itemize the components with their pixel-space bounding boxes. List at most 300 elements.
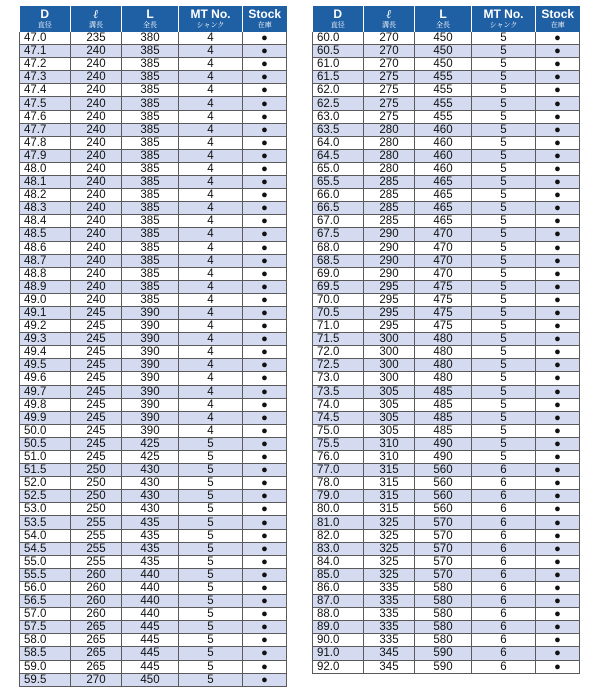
mt-no-cell: 4 <box>179 71 243 84</box>
stock-indicator: ● <box>536 254 580 267</box>
table-row <box>313 411 580 424</box>
header-overall-length: L 全長 <box>415 6 472 32</box>
flute-length-cell: 285 <box>364 176 415 189</box>
mt-no-cell: 4 <box>179 280 243 293</box>
mt-no-cell: 4 <box>179 84 243 97</box>
table-row <box>20 84 287 97</box>
overall-length-cell: 460 <box>415 149 472 162</box>
stock-indicator: ● <box>243 333 287 346</box>
flute-length-cell: 240 <box>71 293 122 306</box>
table-row <box>20 464 287 477</box>
diameter-cell: 47.7 <box>20 123 71 136</box>
mt-no-cell: 4 <box>179 372 243 385</box>
stock-indicator: ● <box>536 189 580 202</box>
flute-length-cell: 240 <box>71 267 122 280</box>
mt-no-cell: 6 <box>472 568 536 581</box>
overall-length-cell: 385 <box>122 189 179 202</box>
mt-no-cell: 5 <box>179 503 243 516</box>
overall-length-cell: 490 <box>415 437 472 450</box>
table-row <box>20 333 287 346</box>
diameter-cell: 84.0 <box>313 555 364 568</box>
overall-length-cell: 390 <box>122 372 179 385</box>
mt-no-cell: 4 <box>179 333 243 346</box>
mt-no-cell: 5 <box>179 490 243 503</box>
mt-no-cell: 5 <box>179 581 243 594</box>
header-mt-shank: MT No. シャンク <box>472 6 536 32</box>
mt-no-cell: 4 <box>179 254 243 267</box>
diameter-cell: 47.4 <box>20 84 71 97</box>
diameter-cell: 64.5 <box>313 149 364 162</box>
table-row <box>20 241 287 254</box>
mt-no-cell: 5 <box>472 228 536 241</box>
overall-length-cell: 580 <box>415 595 472 608</box>
overall-length-cell: 590 <box>415 647 472 660</box>
table-row <box>313 162 580 175</box>
table-row <box>20 32 287 45</box>
stock-indicator: ● <box>243 490 287 503</box>
stock-indicator: ● <box>536 516 580 529</box>
overall-length-cell: 435 <box>122 542 179 555</box>
stock-indicator: ● <box>536 110 580 123</box>
overall-length-cell: 385 <box>122 58 179 71</box>
overall-length-cell: 385 <box>122 149 179 162</box>
mt-no-cell: 5 <box>179 542 243 555</box>
table-row <box>313 149 580 162</box>
mt-no-cell: 4 <box>179 320 243 333</box>
overall-length-cell: 440 <box>122 568 179 581</box>
table-row <box>313 32 580 45</box>
table-row <box>313 215 580 228</box>
flute-length-cell: 275 <box>364 84 415 97</box>
mt-no-cell: 5 <box>472 189 536 202</box>
mt-no-cell: 4 <box>179 215 243 228</box>
diameter-cell: 47.9 <box>20 149 71 162</box>
overall-length-cell: 465 <box>415 202 472 215</box>
overall-length-cell: 430 <box>122 490 179 503</box>
mt-no-cell: 5 <box>472 58 536 71</box>
overall-length-cell: 385 <box>122 136 179 149</box>
spec-table-right <box>312 6 580 674</box>
flute-length-cell: 265 <box>71 634 122 647</box>
table-row <box>313 437 580 450</box>
table-row <box>20 97 287 110</box>
stock-indicator: ● <box>243 306 287 319</box>
table-row <box>313 267 580 280</box>
stock-indicator: ● <box>243 241 287 254</box>
stock-indicator: ● <box>243 673 287 686</box>
overall-length-cell: 475 <box>415 320 472 333</box>
overall-length-cell: 450 <box>415 45 472 58</box>
stock-indicator: ● <box>243 346 287 359</box>
diameter-cell: 63.5 <box>313 123 364 136</box>
table-row <box>313 320 580 333</box>
overall-length-cell: 440 <box>122 608 179 621</box>
overall-length-cell: 390 <box>122 411 179 424</box>
table-row <box>20 215 287 228</box>
stock-indicator: ● <box>243 411 287 424</box>
mt-no-cell: 6 <box>472 503 536 516</box>
mt-no-cell: 4 <box>179 293 243 306</box>
mt-no-cell: 4 <box>179 228 243 241</box>
flute-length-cell: 285 <box>364 202 415 215</box>
diameter-cell: 62.5 <box>313 97 364 110</box>
diameter-cell: 71.0 <box>313 320 364 333</box>
mt-no-cell: 6 <box>472 660 536 673</box>
table-row <box>313 568 580 581</box>
overall-length-cell: 580 <box>415 581 472 594</box>
overall-length-cell: 470 <box>415 267 472 280</box>
diameter-cell: 62.0 <box>313 84 364 97</box>
table-row <box>313 359 580 372</box>
stock-indicator: ● <box>536 424 580 437</box>
table-row <box>313 464 580 477</box>
diameter-cell: 66.0 <box>313 189 364 202</box>
table-row <box>20 228 287 241</box>
flute-length-cell: 265 <box>71 621 122 634</box>
stock-indicator: ● <box>536 359 580 372</box>
diameter-cell: 79.0 <box>313 490 364 503</box>
table-row <box>20 411 287 424</box>
stock-indicator: ● <box>243 372 287 385</box>
stock-indicator: ● <box>243 385 287 398</box>
mt-no-cell: 5 <box>472 385 536 398</box>
flute-length-cell: 290 <box>364 254 415 267</box>
overall-length-cell: 390 <box>122 333 179 346</box>
diameter-cell: 56.0 <box>20 581 71 594</box>
mt-no-cell: 5 <box>179 437 243 450</box>
table-row <box>313 660 580 673</box>
mt-no-cell: 5 <box>472 254 536 267</box>
mt-no-cell: 5 <box>472 372 536 385</box>
flute-length-cell: 250 <box>71 490 122 503</box>
mt-no-cell: 5 <box>179 451 243 464</box>
overall-length-cell: 440 <box>122 581 179 594</box>
stock-indicator: ● <box>243 581 287 594</box>
overall-length-cell: 385 <box>122 228 179 241</box>
mt-no-cell: 6 <box>472 634 536 647</box>
diameter-cell: 78.0 <box>313 477 364 490</box>
table-row <box>313 333 580 346</box>
stock-indicator: ● <box>536 464 580 477</box>
overall-length-cell: 450 <box>415 32 472 45</box>
mt-no-cell: 4 <box>179 149 243 162</box>
diameter-cell: 74.0 <box>313 398 364 411</box>
stock-indicator: ● <box>243 634 287 647</box>
table-row <box>20 516 287 529</box>
stock-indicator: ● <box>243 45 287 58</box>
stock-indicator: ● <box>243 595 287 608</box>
diameter-cell: 69.0 <box>313 267 364 280</box>
overall-length-cell: 430 <box>122 503 179 516</box>
flute-length-cell: 240 <box>71 123 122 136</box>
table-row <box>313 477 580 490</box>
table-row <box>313 110 580 123</box>
stock-indicator: ● <box>536 346 580 359</box>
stock-indicator: ● <box>243 608 287 621</box>
mt-no-cell: 5 <box>472 149 536 162</box>
diameter-cell: 47.1 <box>20 45 71 58</box>
stock-indicator: ● <box>536 215 580 228</box>
flute-length-cell: 255 <box>71 542 122 555</box>
table-row <box>20 123 287 136</box>
stock-indicator: ● <box>536 58 580 71</box>
diameter-cell: 61.5 <box>313 71 364 84</box>
overall-length-cell: 570 <box>415 568 472 581</box>
diameter-cell: 55.5 <box>20 568 71 581</box>
stock-indicator: ● <box>536 228 580 241</box>
mt-no-cell: 4 <box>179 306 243 319</box>
stock-indicator: ● <box>243 503 287 516</box>
mt-no-cell: 6 <box>472 621 536 634</box>
flute-length-cell: 255 <box>71 516 122 529</box>
diameter-cell: 55.0 <box>20 555 71 568</box>
table-row <box>20 320 287 333</box>
flute-length-cell: 245 <box>71 437 122 450</box>
mt-no-cell: 6 <box>472 608 536 621</box>
stock-indicator: ● <box>536 306 580 319</box>
overall-length-cell: 390 <box>122 320 179 333</box>
table-row <box>20 634 287 647</box>
overall-length-cell: 560 <box>415 464 472 477</box>
mt-no-cell: 4 <box>179 346 243 359</box>
mt-no-cell: 4 <box>179 424 243 437</box>
table-row <box>20 660 287 673</box>
mt-no-cell: 5 <box>472 346 536 359</box>
flute-length-cell: 285 <box>364 215 415 228</box>
diameter-cell: 77.0 <box>313 464 364 477</box>
table-row <box>20 293 287 306</box>
diameter-cell: 57.0 <box>20 608 71 621</box>
diameter-cell: 52.5 <box>20 490 71 503</box>
mt-no-cell: 4 <box>179 176 243 189</box>
overall-length-cell: 385 <box>122 267 179 280</box>
flute-length-cell: 325 <box>364 568 415 581</box>
mt-no-cell: 5 <box>472 424 536 437</box>
flute-length-cell: 325 <box>364 516 415 529</box>
flute-length-cell: 300 <box>364 372 415 385</box>
stock-indicator: ● <box>243 136 287 149</box>
stock-indicator: ● <box>243 280 287 293</box>
stock-indicator: ● <box>243 228 287 241</box>
diameter-cell: 70.5 <box>313 306 364 319</box>
diameter-cell: 52.0 <box>20 477 71 490</box>
flute-length-cell: 300 <box>364 359 415 372</box>
overall-length-cell: 435 <box>122 529 179 542</box>
flute-length-cell: 295 <box>364 293 415 306</box>
table-row <box>20 424 287 437</box>
stock-indicator: ● <box>243 424 287 437</box>
table-row <box>313 581 580 594</box>
diameter-cell: 49.9 <box>20 411 71 424</box>
table-row <box>313 608 580 621</box>
table-row <box>313 97 580 110</box>
diameter-cell: 48.2 <box>20 189 71 202</box>
mt-no-cell: 5 <box>472 215 536 228</box>
mt-no-cell: 4 <box>179 136 243 149</box>
overall-length-cell: 475 <box>415 306 472 319</box>
flute-length-cell: 240 <box>71 176 122 189</box>
flute-length-cell: 335 <box>364 634 415 647</box>
flute-length-cell: 280 <box>364 123 415 136</box>
stock-indicator: ● <box>243 621 287 634</box>
diameter-cell: 85.0 <box>313 568 364 581</box>
table-row <box>313 424 580 437</box>
overall-length-cell: 580 <box>415 621 472 634</box>
diameter-cell: 80.0 <box>313 503 364 516</box>
diameter-cell: 49.5 <box>20 359 71 372</box>
diameter-cell: 65.5 <box>313 176 364 189</box>
stock-indicator: ● <box>536 97 580 110</box>
overall-length-cell: 490 <box>415 451 472 464</box>
table-row <box>20 477 287 490</box>
diameter-cell: 76.0 <box>313 451 364 464</box>
flute-length-cell: 250 <box>71 503 122 516</box>
diameter-cell: 47.6 <box>20 110 71 123</box>
header-mt-shank: MT No. シャンク <box>179 6 243 32</box>
mt-no-cell: 6 <box>472 542 536 555</box>
overall-length-cell: 560 <box>415 490 472 503</box>
table-row <box>20 568 287 581</box>
overall-length-cell: 435 <box>122 516 179 529</box>
stock-indicator: ● <box>243 542 287 555</box>
diameter-cell: 48.5 <box>20 228 71 241</box>
overall-length-cell: 450 <box>415 58 472 71</box>
flute-length-cell: 310 <box>364 437 415 450</box>
flute-length-cell: 240 <box>71 241 122 254</box>
flute-length-cell: 280 <box>364 136 415 149</box>
overall-length-cell: 450 <box>122 673 179 686</box>
flute-length-cell: 260 <box>71 608 122 621</box>
overall-length-cell: 385 <box>122 162 179 175</box>
diameter-cell: 54.0 <box>20 529 71 542</box>
flute-length-cell: 325 <box>364 555 415 568</box>
mt-no-cell: 6 <box>472 555 536 568</box>
flute-length-cell: 245 <box>71 451 122 464</box>
flute-length-cell: 315 <box>364 477 415 490</box>
stock-indicator: ● <box>243 215 287 228</box>
table-row <box>313 647 580 660</box>
flute-length-cell: 240 <box>71 58 122 71</box>
flute-length-cell: 290 <box>364 241 415 254</box>
diameter-cell: 48.0 <box>20 162 71 175</box>
diameter-cell: 53.5 <box>20 516 71 529</box>
mt-no-cell: 5 <box>179 595 243 608</box>
flute-length-cell: 255 <box>71 529 122 542</box>
mt-no-cell: 4 <box>179 32 243 45</box>
stock-indicator: ● <box>243 110 287 123</box>
mt-no-cell: 6 <box>472 529 536 542</box>
stock-indicator: ● <box>243 320 287 333</box>
stock-indicator: ● <box>243 254 287 267</box>
table-row <box>313 176 580 189</box>
stock-indicator: ● <box>243 32 287 45</box>
mt-no-cell: 4 <box>179 189 243 202</box>
overall-length-cell: 485 <box>415 424 472 437</box>
flute-length-cell: 285 <box>364 189 415 202</box>
table-row <box>20 647 287 660</box>
stock-indicator: ● <box>536 477 580 490</box>
table-row <box>20 280 287 293</box>
table-row <box>20 176 287 189</box>
stock-indicator: ● <box>536 71 580 84</box>
mt-no-cell: 5 <box>472 71 536 84</box>
flute-length-cell: 290 <box>364 228 415 241</box>
mt-no-cell: 5 <box>472 437 536 450</box>
diameter-cell: 72.5 <box>313 359 364 372</box>
mt-no-cell: 6 <box>472 581 536 594</box>
overall-length-cell: 560 <box>415 477 472 490</box>
spec-table-left <box>19 6 287 687</box>
flute-length-cell: 255 <box>71 555 122 568</box>
stock-indicator: ● <box>536 568 580 581</box>
flute-length-cell: 280 <box>364 162 415 175</box>
overall-length-cell: 385 <box>122 202 179 215</box>
mt-no-cell: 5 <box>472 398 536 411</box>
mt-no-cell: 5 <box>472 411 536 424</box>
header-flute-length: ℓ 溝長 <box>364 6 415 32</box>
flute-length-cell: 240 <box>71 97 122 110</box>
diameter-cell: 56.5 <box>20 595 71 608</box>
diameter-cell: 58.5 <box>20 647 71 660</box>
overall-length-cell: 485 <box>415 411 472 424</box>
diameter-cell: 47.2 <box>20 58 71 71</box>
table-row <box>313 71 580 84</box>
diameter-cell: 49.3 <box>20 333 71 346</box>
overall-length-cell: 455 <box>415 110 472 123</box>
mt-no-cell: 5 <box>179 660 243 673</box>
stock-indicator: ● <box>536 621 580 634</box>
mt-no-cell: 6 <box>472 477 536 490</box>
overall-length-cell: 480 <box>415 333 472 346</box>
stock-indicator: ● <box>536 634 580 647</box>
diameter-cell: 47.8 <box>20 136 71 149</box>
table-row <box>313 202 580 215</box>
overall-length-cell: 385 <box>122 123 179 136</box>
diameter-cell: 47.0 <box>20 32 71 45</box>
overall-length-cell: 465 <box>415 176 472 189</box>
stock-indicator: ● <box>536 490 580 503</box>
mt-no-cell: 5 <box>179 568 243 581</box>
table-row <box>313 621 580 634</box>
flute-length-cell: 305 <box>364 424 415 437</box>
mt-no-cell: 5 <box>179 608 243 621</box>
table-row <box>313 372 580 385</box>
diameter-cell: 87.0 <box>313 595 364 608</box>
diameter-cell: 83.0 <box>313 542 364 555</box>
mt-no-cell: 5 <box>472 136 536 149</box>
table-row <box>20 306 287 319</box>
table-row <box>20 555 287 568</box>
diameter-cell: 49.0 <box>20 293 71 306</box>
table-row <box>20 359 287 372</box>
overall-length-cell: 475 <box>415 293 472 306</box>
overall-length-cell: 390 <box>122 398 179 411</box>
overall-length-cell: 570 <box>415 555 472 568</box>
table-row <box>313 634 580 647</box>
flute-length-cell: 300 <box>364 333 415 346</box>
stock-indicator: ● <box>243 267 287 280</box>
overall-length-cell: 390 <box>122 306 179 319</box>
table-row <box>313 84 580 97</box>
diameter-cell: 49.4 <box>20 346 71 359</box>
table-row <box>20 490 287 503</box>
stock-indicator: ● <box>243 464 287 477</box>
table-row <box>20 608 287 621</box>
diameter-cell: 48.8 <box>20 267 71 280</box>
diameter-cell: 71.5 <box>313 333 364 346</box>
overall-length-cell: 440 <box>122 595 179 608</box>
mt-no-cell: 4 <box>179 359 243 372</box>
